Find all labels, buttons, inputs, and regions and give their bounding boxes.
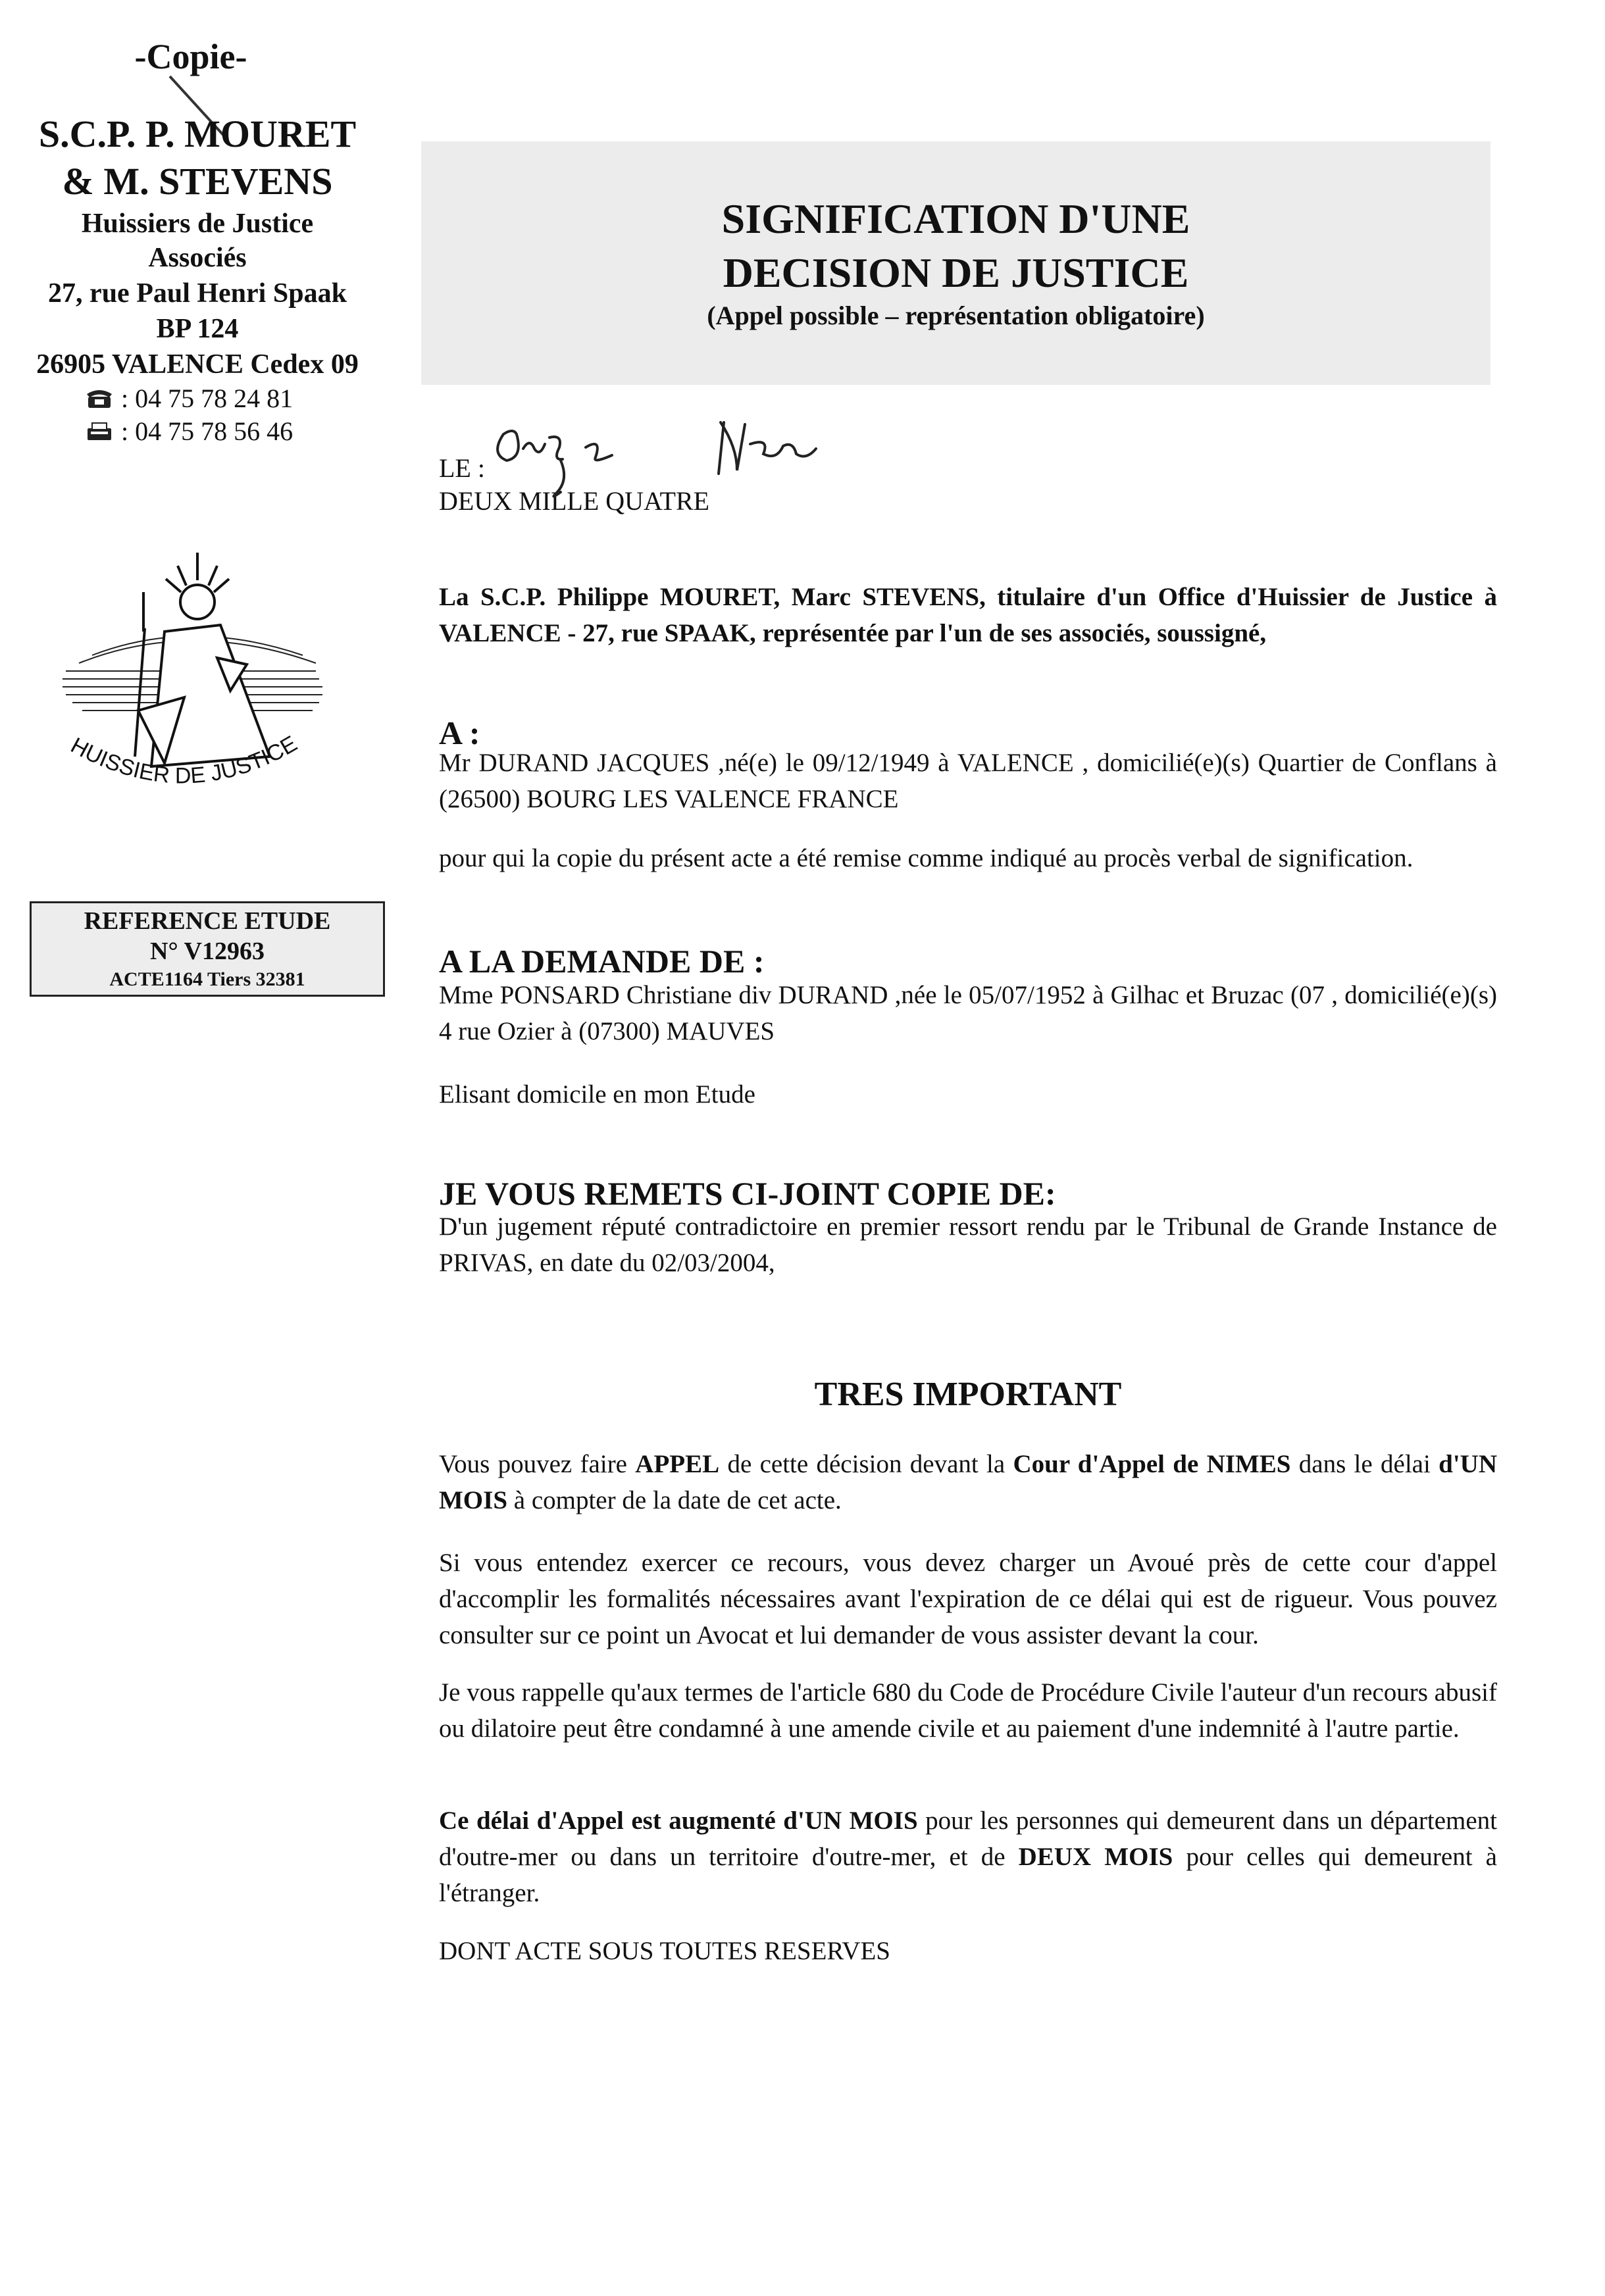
recipient-heading: A : bbox=[439, 714, 480, 751]
phone-number: : 04 75 78 24 81 bbox=[121, 384, 293, 413]
firm-name-line2: & M. STEVENS bbox=[62, 160, 333, 203]
firm-name-line1: S.C.P. P. MOURET bbox=[38, 112, 357, 155]
fax-number: : 04 75 78 56 46 bbox=[121, 416, 293, 446]
recipient-text: Mr DURAND JACQUES ,né(e) le 09/12/1949 à VALENCE , domicilié(e)(s) Quartier de Conflans à (26500) BOURG LES VALENCE FRANCE bbox=[439, 749, 1497, 813]
requester-text: Mme PONSARD Christiane div DURAND ,née le 05/07/1952 à Gilhac et Bruzac (07 , domicilié(e)(s) 4 rue Ozier à (07300) MAUVES bbox=[439, 981, 1497, 1045]
avoue-paragraph: Si vous entendez exercer ce recours, vous devez charger un Avoué près de cette cour d'appel d'accomplir les formalités nécessaires avant l'expiration de ce délai qui est de rigueur. Vous pouvez consulter sur ce point un Avocat et lui demander de vous assister devant la cour. bbox=[439, 1549, 1497, 1649]
telephone-icon bbox=[86, 387, 113, 410]
document-title-line1: SIGNIFICATION D'UNE bbox=[721, 195, 1190, 242]
enclosure-text: D'un jugement réputé contradictoire en premier ressort rendu par le Tribunal de Grande Instance de PRIVAS, en date du 02/03/2004, bbox=[439, 1212, 1497, 1277]
delivery-note: pour qui la copie du présent acte a été remise comme indiqué au procès verbal de signification. bbox=[439, 844, 1414, 872]
appeal-text-1: Vous pouvez faire bbox=[439, 1450, 636, 1478]
appeal-text-3: dans le délai bbox=[1290, 1450, 1439, 1478]
phone-line bbox=[86, 383, 293, 414]
fax-icon bbox=[86, 420, 113, 443]
logo-text: HUISSIER DE JUSTICE bbox=[66, 731, 301, 789]
document-subtitle: (Appel possible – représentation obligatoire) bbox=[707, 301, 1205, 330]
handwritten-date bbox=[487, 408, 855, 507]
reference-number: N° V12963 bbox=[150, 937, 265, 965]
appeal-paragraph bbox=[439, 1446, 1497, 1518]
appeal-text-4: à compter de la date de cet acte. bbox=[507, 1486, 842, 1514]
bailiff-paragraph: La S.C.P. Philippe MOURET, Marc STEVENS, titulaire d'un Office d'Huissier de Justice à VALENCE - 27, rue SPAAK, représentée par l'un de ses associés, soussigné, bbox=[439, 583, 1497, 647]
appeal-court: Cour d'Appel de NIMES bbox=[1013, 1450, 1291, 1478]
reference-label: REFERENCE ETUDE bbox=[84, 907, 331, 935]
document-title-line2: DECISION DE JUSTICE bbox=[723, 249, 1189, 296]
handwritten-date-text: Onze Mars bbox=[487, 408, 490, 409]
firm-street: 27, rue Paul Henri Spaak bbox=[48, 278, 347, 309]
date-year-words: DEUX MILLE QUATRE bbox=[439, 486, 710, 516]
fax-line bbox=[86, 416, 293, 447]
extended-delay-text-1: pour les personnes qui demeurent dans un département d'outre-mer ou dans un territoire d'outre-mer, et de bbox=[439, 1807, 1497, 1871]
closing-statement: DONT ACTE SOUS TOUTES RESERVES bbox=[439, 1937, 890, 1965]
date-label: LE : bbox=[439, 453, 485, 483]
extended-delay-text-2: pour celles qui demeurent à l'étranger. bbox=[439, 1843, 1497, 1907]
appeal-keyword: APPEL bbox=[635, 1450, 720, 1478]
reference-acte: ACTE1164 Tiers 32381 bbox=[109, 968, 305, 990]
extended-delay-paragraph bbox=[439, 1803, 1497, 1911]
appeal-delay: d'UN MOIS bbox=[439, 1450, 1497, 1514]
enclosure-heading: JE VOUS REMETS CI-JOINT COPIE DE: bbox=[439, 1175, 1056, 1212]
copy-mark: -Copie- bbox=[134, 37, 247, 76]
requester-domicile: Elisant domicile en mon Etude bbox=[439, 1080, 755, 1109]
requester-heading: A LA DEMANDE DE : bbox=[439, 943, 765, 980]
firm-role: Huissiers de Justice bbox=[81, 209, 314, 239]
important-heading: TRES IMPORTANT bbox=[814, 1376, 1122, 1413]
firm-po-box: BP 124 bbox=[156, 314, 239, 344]
firm-city: 26905 VALENCE Cedex 09 bbox=[36, 349, 359, 380]
article-680-paragraph: Je vous rappelle qu'aux termes de l'article 680 du Code de Procédure Civile l'auteur d'un recours abusif ou dilatoire peut être condamné à une amende civile et au paiement d'une indemnité à l'autre partie. bbox=[439, 1678, 1497, 1743]
appeal-text-2: de cette décision devant la bbox=[719, 1450, 1013, 1478]
firm-role-associes: Associés bbox=[148, 243, 247, 273]
huissier-logo bbox=[53, 539, 342, 816]
extended-delay-two-months: DEUX MOIS bbox=[1018, 1843, 1173, 1871]
extended-delay-lead: Ce délai d'Appel est augmenté d'UN MOIS bbox=[439, 1807, 918, 1835]
